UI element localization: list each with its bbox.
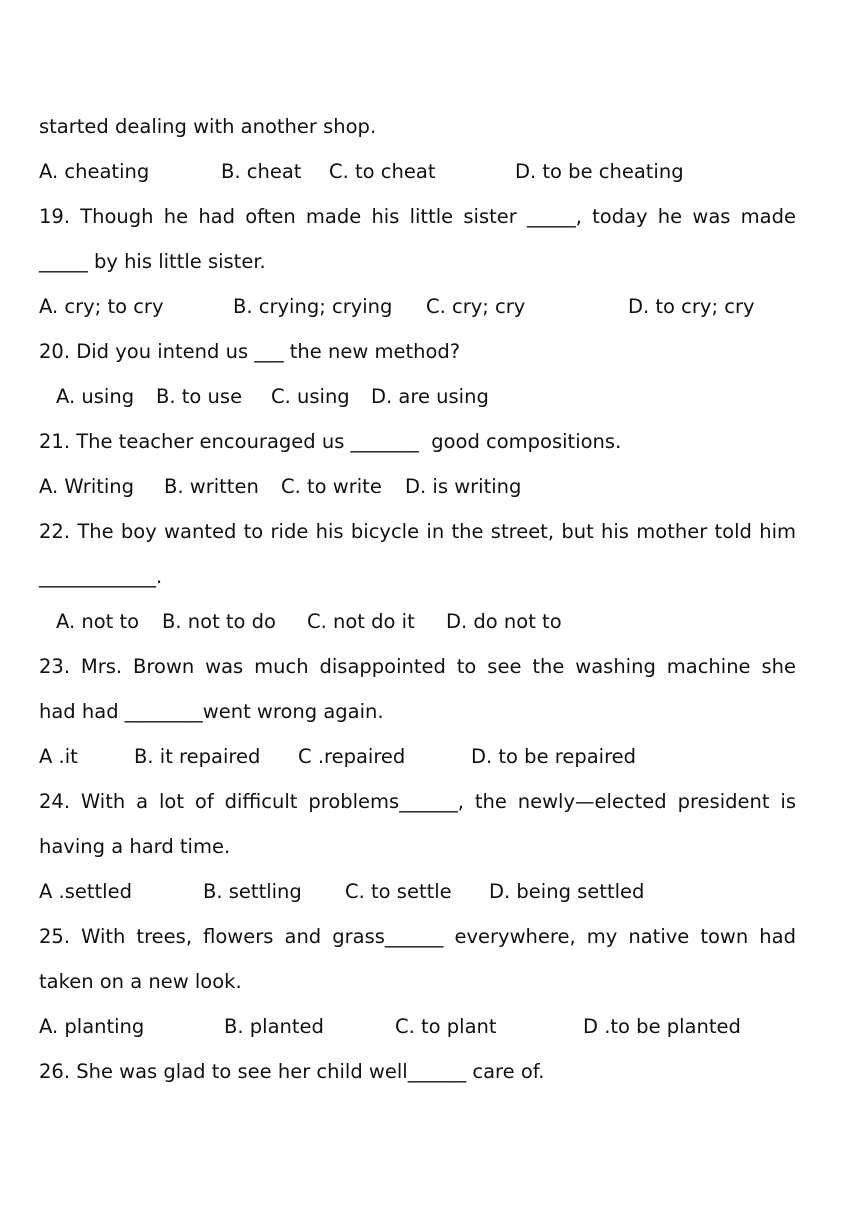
option-b: B. settling xyxy=(203,880,302,903)
option-b: B. to use xyxy=(156,385,243,408)
option-c: C. to write xyxy=(281,475,382,498)
option-c: C. to cheat xyxy=(329,160,436,183)
option-a: A. not to xyxy=(56,610,140,633)
option-d: D. are using xyxy=(371,385,489,408)
option-a: A. planting xyxy=(39,1015,145,1038)
option-b: B. planted xyxy=(224,1015,324,1038)
question-24-options xyxy=(39,879,796,905)
option-d: D .to be planted xyxy=(583,1015,741,1038)
option-c: C. to plant xyxy=(395,1015,497,1038)
question-23-options xyxy=(39,744,796,770)
option-a: A. cry; to cry xyxy=(39,295,164,318)
question-20-text: 20. Did you intend us ___ the new method? xyxy=(39,340,461,363)
question-19-options xyxy=(39,294,796,320)
question-22-text-continued: ____________. xyxy=(39,565,163,588)
option-b: B. crying; crying xyxy=(233,295,393,318)
question-25-text: 25. With trees, flowers and grass______ everywhere, my native town had xyxy=(39,925,796,948)
option-a: A .settled xyxy=(39,880,132,903)
option-d: D. to be repaired xyxy=(471,745,637,768)
question-21-options xyxy=(39,474,796,500)
question-19-text: 19. Though he had often made his little sister _____, today he was made xyxy=(39,205,796,228)
question-20-options xyxy=(56,384,813,410)
question-23-text-continued: had had ________went wrong again. xyxy=(39,700,384,723)
option-b: B. written xyxy=(164,475,259,498)
option-d: D. is writing xyxy=(405,475,522,498)
question-21-text: 21. The teacher encouraged us _______ good compositions. xyxy=(39,430,622,453)
question-22-options xyxy=(56,609,813,635)
option-b: B. not to do xyxy=(162,610,276,633)
option-d: D. to be cheating xyxy=(515,160,684,183)
question-18-options xyxy=(39,159,796,185)
option-b: B. it repaired xyxy=(134,745,261,768)
question-24-text: 24. With a lot of difficult problems______, the newly—elected president is xyxy=(39,790,796,813)
question-25-text-continued: taken on a new look. xyxy=(39,970,242,993)
option-c: C. cry; cry xyxy=(426,295,526,318)
option-c: C. using xyxy=(271,385,350,408)
question-26-text: 26. She was glad to see her child well______ care of. xyxy=(39,1060,545,1083)
option-a: A. Writing xyxy=(39,475,135,498)
option-a: A .it xyxy=(39,745,78,768)
option-d: D. to cry; cry xyxy=(628,295,755,318)
question-25-options xyxy=(39,1014,796,1040)
option-a: A. cheating xyxy=(39,160,150,183)
question-23-text: 23. Mrs. Brown was much disappointed to see the washing machine she xyxy=(39,655,796,678)
question-24-text-continued: having a hard time. xyxy=(39,835,231,858)
question-18-continuation: started dealing with another shop. xyxy=(39,115,377,138)
option-d: D. being settled xyxy=(489,880,645,903)
option-d: D. do not to xyxy=(446,610,562,633)
option-b: B. cheat xyxy=(221,160,302,183)
option-c: C .repaired xyxy=(298,745,406,768)
option-c: C. to settle xyxy=(345,880,452,903)
option-c: C. not do it xyxy=(307,610,415,633)
question-22-text: 22. The boy wanted to ride his bicycle in the street, but his mother told him xyxy=(39,520,796,543)
option-a: A. using xyxy=(56,385,135,408)
question-19-text-continued: _____ by his little sister. xyxy=(39,250,266,273)
